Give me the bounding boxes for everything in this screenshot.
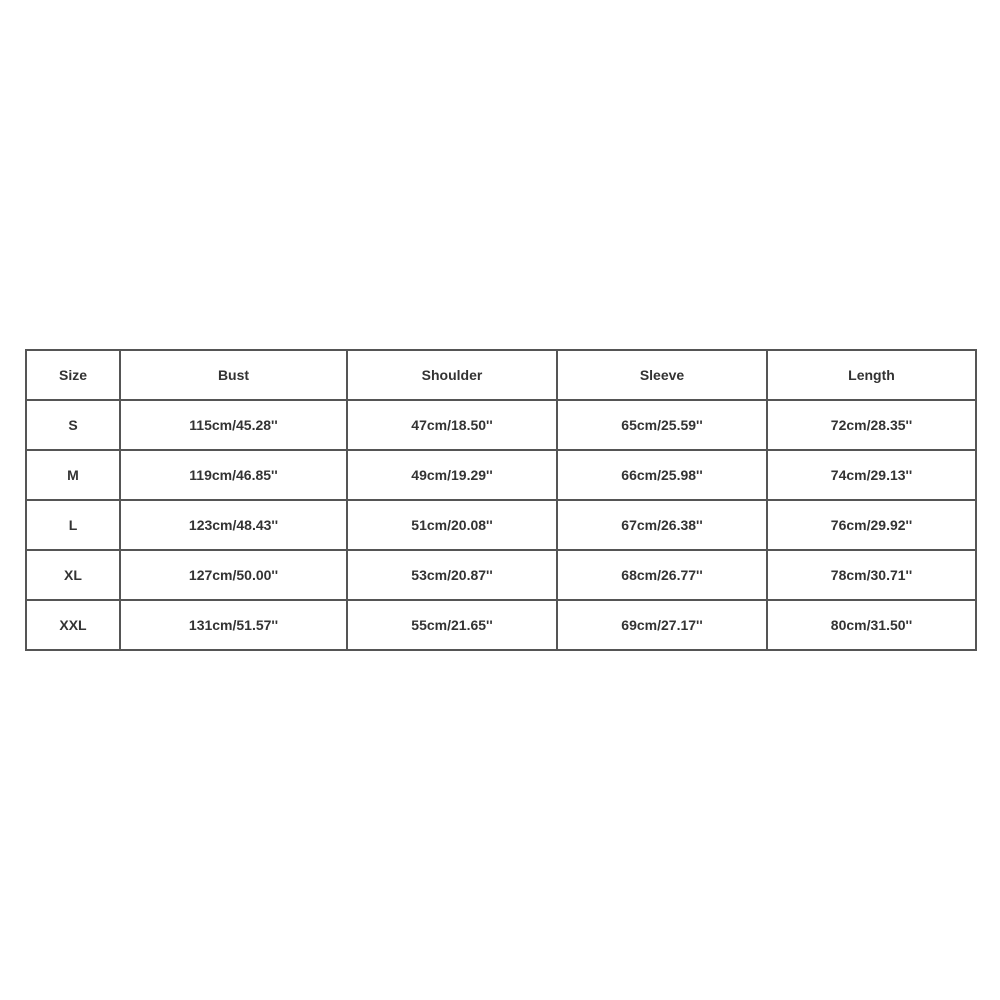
header-size: Size bbox=[26, 350, 120, 400]
cell-shoulder: 53cm/20.87'' bbox=[347, 550, 557, 600]
cell-bust: 127cm/50.00'' bbox=[120, 550, 347, 600]
table-row bbox=[26, 400, 976, 450]
cell-length: 72cm/28.35'' bbox=[767, 400, 976, 450]
size-chart-table bbox=[25, 349, 977, 651]
cell-length: 76cm/29.92'' bbox=[767, 500, 976, 550]
cell-shoulder: 51cm/20.08'' bbox=[347, 500, 557, 550]
table-header-row bbox=[26, 350, 976, 400]
cell-bust: 131cm/51.57'' bbox=[120, 600, 347, 650]
table-row bbox=[26, 500, 976, 550]
table-row bbox=[26, 550, 976, 600]
cell-size: L bbox=[26, 500, 120, 550]
cell-length: 80cm/31.50'' bbox=[767, 600, 976, 650]
header-bust: Bust bbox=[120, 350, 347, 400]
cell-bust: 123cm/48.43'' bbox=[120, 500, 347, 550]
cell-shoulder: 47cm/18.50'' bbox=[347, 400, 557, 450]
table-row bbox=[26, 600, 976, 650]
cell-size: XL bbox=[26, 550, 120, 600]
cell-bust: 119cm/46.85'' bbox=[120, 450, 347, 500]
cell-size: S bbox=[26, 400, 120, 450]
table-row bbox=[26, 450, 976, 500]
cell-length: 74cm/29.13'' bbox=[767, 450, 976, 500]
cell-size: XXL bbox=[26, 600, 120, 650]
cell-shoulder: 49cm/19.29'' bbox=[347, 450, 557, 500]
header-shoulder: Shoulder bbox=[347, 350, 557, 400]
cell-sleeve: 67cm/26.38'' bbox=[557, 500, 767, 550]
cell-size: M bbox=[26, 450, 120, 500]
cell-bust: 115cm/45.28'' bbox=[120, 400, 347, 450]
cell-sleeve: 68cm/26.77'' bbox=[557, 550, 767, 600]
cell-shoulder: 55cm/21.65'' bbox=[347, 600, 557, 650]
cell-sleeve: 66cm/25.98'' bbox=[557, 450, 767, 500]
cell-length: 78cm/30.71'' bbox=[767, 550, 976, 600]
header-length: Length bbox=[767, 350, 976, 400]
cell-sleeve: 69cm/27.17'' bbox=[557, 600, 767, 650]
cell-sleeve: 65cm/25.59'' bbox=[557, 400, 767, 450]
header-sleeve: Sleeve bbox=[557, 350, 767, 400]
